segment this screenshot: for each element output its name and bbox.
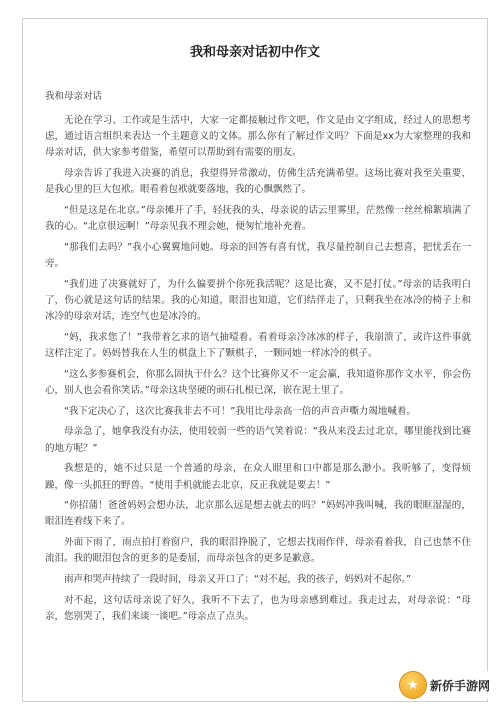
paragraph: “我们进了决赛就好了，为什么偏要拼个你死我活呢？这是比赛，又不是打仗。”母亲的话我明白了，伤心就是这句话的结果。我的心知道，眼泪也知道，它们结伴走了，只剩我坐在冰冷的椅子上和冰冷的母亲对话，连空气也是冰冷的。 [45,278,471,323]
paragraph: “我下定决心了，这次比赛我非去不可！”我用比母亲高一倍的声音声嘶力竭地喊着。 [64,405,416,417]
paragraph: 母亲告诉了我进入决赛的消息，我望得异常激动，仿佛生活充满希望。这场比赛对我至关重要，是我心里的巨大包袱。眼看着包袱就要落地，我的心飘飘然了。 [45,168,471,196]
paragraph: 外面下雨了，雨点拍打着窗户，我的眼泪挣脱了，它想去找雨作伴，母亲看着我，自己也禁不住流泪。我的眼泪包含的更多的是委屈，而母亲包含的更多是歉意。 [45,537,471,565]
paragraph: “你招蒲！爸爸妈妈会想办法，北京那么远是想去就去的吗？”妈妈冲我叫喊，我的眼眶湿湿的，眼泪连着线下来了。 [45,500,471,528]
document-subtitle: 我和母亲对话 [45,91,103,102]
paragraph: “妈，我求您了！”我带着乞求的语气抽噎着。看着母亲冷冰冰的样子，我崩溃了，或许这件事就这样注定了。妈妈替我在人生的棋盘上下了颗棋子，一颗同她一样冰冷的棋子。 [45,331,471,360]
game-logo-icon: ★ [400,672,426,698]
paragraph: 母亲急了，她拿我没有办法，使用较弱一些的语气笑着说：“我从来没去过北京，哪里能找到比赛的地方呢？” [45,426,471,454]
site-watermark[interactable] [400,671,490,699]
document-body [45,89,471,630]
document-page [22,18,488,702]
paragraph: “那我们去吗？”我小心翼翼地问她。母亲的回答有喜有忧，我尽量控制自己去想喜，把忧丢在一旁。 [45,241,471,270]
paragraph: 雨声和哭声持续了一段时间，母亲又开口了：“对不起，我的孩子，妈妈对不起你。” [64,574,412,586]
paragraph: 无论在学习、工作或是生活中，大家一定都接触过作文吧，作文是由文字组成，经过人的思想考虑，通过语言组织来表达一个主题意义的文体。那么你有了解过作文吗？下面是xx为大家整理的我和母亲对话，供大家参考借鉴，希望可以帮助到有需要的朋友。 [45,115,471,159]
paragraph: “这么多参赛机会，你那么固执干什么？这个比赛你又不一定会赢，我知道你那作文水平，你会伤心，别人也会看你笑话。”母亲这块坚硬的顽石扎根已深，嵌在泥土里了。 [45,368,471,397]
watermark-text: 新侨手游网 [429,678,490,693]
paragraph: 对不起，这句话母亲说了好久，我听不下去了，也为母亲感到难过。我走过去，对母亲说：“母亲，您别哭了，我们来谈一谈吧。”母亲点了点头。 [45,594,471,622]
document-title: 我和母亲对话初中作文 [189,45,320,60]
paragraph: “但是这是在北京。”母亲摊开了手，轻抚我的头，母亲说的话云里雾里，茫然像一丝丝棉絮填满了我的心。“北京很远啊！”母亲见我不理会她，便匆忙地补充着。 [45,205,471,233]
paragraph: 我想是的，她不过只是一个普通的母亲，在众人眼里和口中都是那么渺小。我听够了，变得烦躁，像一头抓狂的野兽。“使用手机就能去北京，反正我就是要去！” [45,463,471,491]
